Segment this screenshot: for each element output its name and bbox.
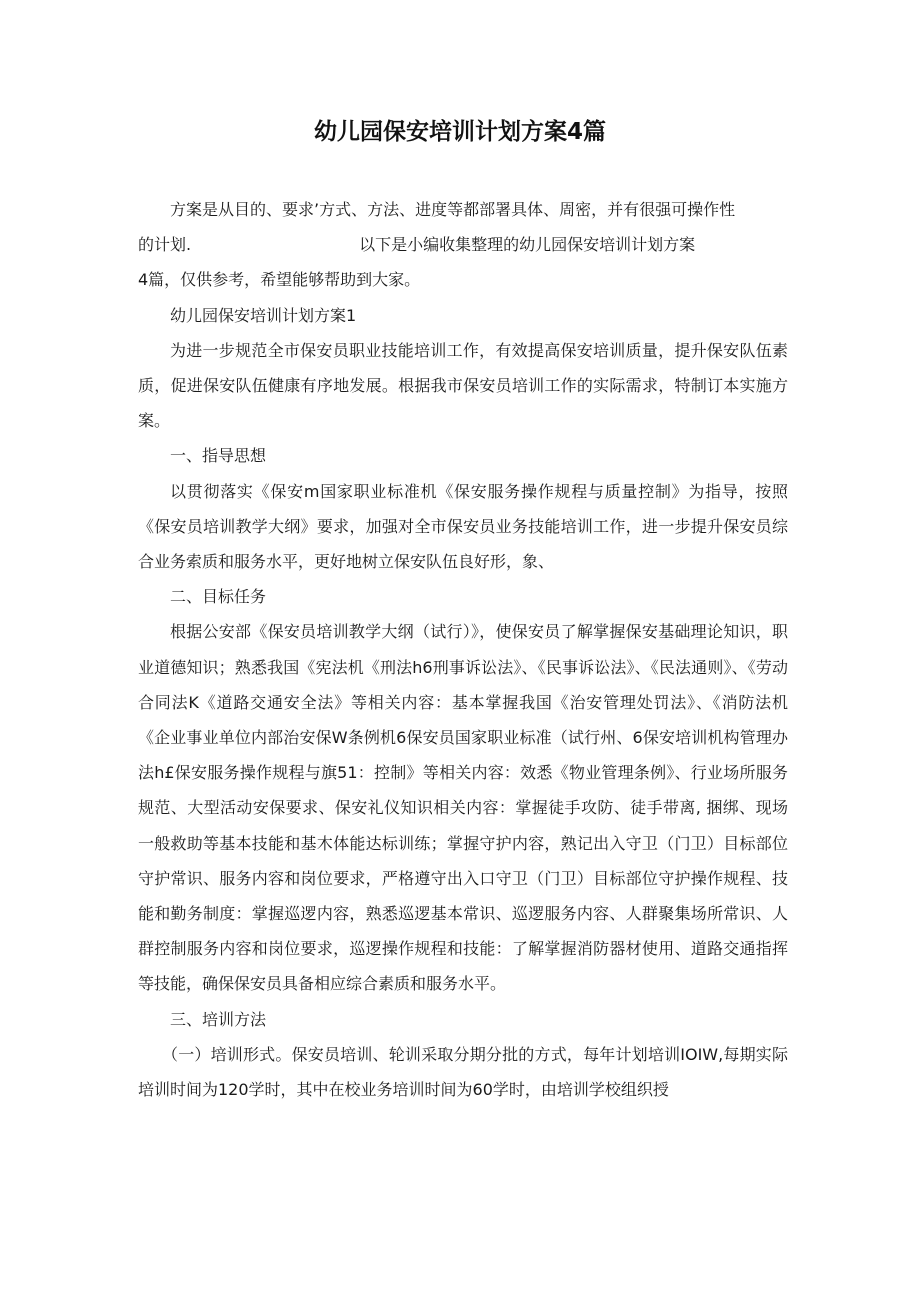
training-form-paragraph: （一）培训形式。保安员培训、轮训采取分期分批的方式，每年计划培训IOIW,每期实际培训时间为120学时，其中在校业务培训时间为60学时，由培训学校组织授: [138, 1044, 788, 1100]
section-heading-objectives: 二、目标任务: [170, 587, 267, 607]
intro-line-2-end: 以下是小编收集整理的幼儿园保安培训计划方案: [359, 235, 696, 255]
intro-line-1: 方案是从目的、要求’方式、方法、进度等都部署具体、周密，并有很强可操作性: [170, 200, 736, 219]
intro-line-3: 4篇，仅供参考，希望能够帮助到大家。: [138, 270, 421, 290]
plan-1-intro-paragraph: 为进一步规范全市保安员职业技能培训工作，有效提高保安培训质量，提升保安队伍素质，促进保安队伍健康有序地发展。根据我市保安员培训工作的实际需求，特制订本实施方案。: [138, 340, 788, 431]
intro-line-2: [138, 227, 788, 262]
section-heading-training-methods: 三、培训方法: [170, 1009, 267, 1029]
section-heading-guiding-ideology: 一、指导思想: [170, 446, 267, 466]
plan-1-title: 幼儿园保安培训计划方案1: [170, 305, 357, 325]
intro-line-2-start: 的计划.: [138, 235, 192, 255]
document-title: 幼儿园保安培训计划方案4篇: [313, 119, 606, 145]
objectives-paragraph: 根据公安部《保安员培训教学大纲（试行）》，使保安员了解掌握保安基础理论知识，职业道德知识；熟悉我国《宪法机《刑法h6刑事诉讼法》、《民事诉讼法》、《民法通则》、《劳动合同法K《道路交通安全法》等相关内容：基本掌握我国《治安管理处罚法》、《消防法机《企业事业单位内部治安保W条例机6保安员国家职业标准（试行州、6保安培训机构管理办法h£保安服务操作规程与旗51：控制》等相关内容：效悉《物业管理条例》、行业场所服务规范、大型活动安保要求、保安礼仪知识相关内容：掌握徒手攻防、徒手带离, 捆绑、现场一般救助等基本技能和基木体能达标训练；掌握守护内容，熟记出入守卫（门卫）目标部位守护常识、服务内容和岗位要求，严格遵守出入口守卫（门卫）目标部位守护操作规程、技能和勤务制度：掌握巡逻内容，熟悉巡逻基本常识、巡逻服务内容、人群聚集场所常识、人群控制服务内容和岗位要求，巡逻操作规程和技能：了解掌握消防器材使用、道路交通指挥等技能，确保保安员具备相应综合素质和服务水平。: [138, 622, 788, 994]
guiding-ideology-paragraph: 以贯彻落实《保安m国家职业标准机《保安服务操作规程与质量控制》为指导，按照《保安员培训教学大纲》要求，加强对全市保安员业务技能培训工作，进一步提升保安员综合业务索质和服务水平，更好地树立保安队伍良好形，象、: [138, 481, 788, 572]
document-body: [138, 192, 788, 1107]
